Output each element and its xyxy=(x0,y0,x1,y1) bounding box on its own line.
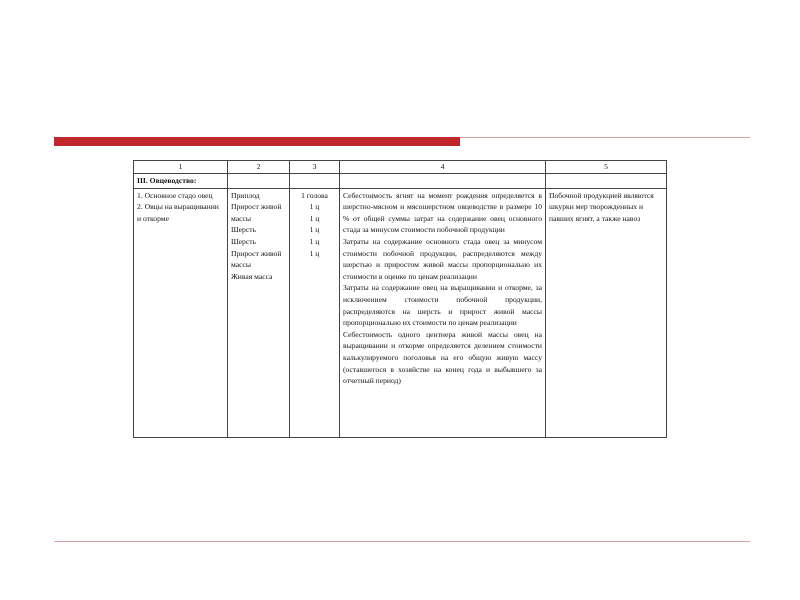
object-item: 1. Основное стадо овец xyxy=(137,190,213,200)
product-item: Прирост живой массы xyxy=(231,248,282,270)
table-row xyxy=(134,188,667,437)
section-empty-4 xyxy=(340,174,546,189)
object-cell xyxy=(134,188,228,437)
unit-item: 1 ц xyxy=(309,248,320,258)
method-paragraph: Затраты на содержание основного стада овец за минусом стоимости побочной продукции, распределяются между шерстью и приростом живой массы пропорционально их стоимости в оценке по ценам реализации xyxy=(343,236,542,281)
section-title: III. Овцеводство: xyxy=(134,174,228,189)
method-paragraph: Себестоимость одного центнера живой массы овец на выращивании и откорме определяется делением стоимости калькулируемого поголовья на его общую живую массу (оставшегося в хозяйстве на конец года и выбывшего за отчетный период) xyxy=(343,329,542,386)
section-row xyxy=(134,174,667,189)
product-item: Живая масса xyxy=(231,271,273,281)
unit-item: 1 голова xyxy=(301,190,328,200)
accent-bar xyxy=(54,137,460,146)
header-row xyxy=(134,161,667,174)
byproduct-cell: Побочной продукцией являются шкурки мер творожденных и павших ягнят, а также навоз xyxy=(546,188,667,437)
product-item: Шерсть xyxy=(231,225,256,235)
header-cell-3: 3 xyxy=(290,161,340,174)
accent-line-bottom xyxy=(54,541,750,542)
product-item: Прирост живой массы xyxy=(231,202,282,223)
unit-item: 1 ц xyxy=(309,236,320,246)
section-empty-5 xyxy=(546,174,667,189)
section-empty-3 xyxy=(290,174,340,189)
header-cell-1: 1 xyxy=(134,161,228,174)
unit-item: 1 ц xyxy=(309,202,320,212)
accent-line-top xyxy=(460,137,750,138)
unit-item: 1 ц xyxy=(309,225,320,235)
object-item: 2. Овцы на выращивании и откорме xyxy=(137,202,219,223)
product-cell xyxy=(228,188,290,437)
method-paragraph: Затраты на содержание овец на выращивании и откорме, за исключением стоимости побочной продукции, распределяются на шерсть и прирост живой массы пропорционально их стоимости по ценам реализации xyxy=(343,283,542,328)
header-cell-5: 5 xyxy=(546,161,667,174)
method-cell xyxy=(340,188,546,437)
document-table xyxy=(133,160,667,438)
section-empty-2 xyxy=(228,174,290,189)
product-item: Приплод xyxy=(231,190,260,200)
unit-cell xyxy=(290,188,340,437)
unit-item: 1 ц xyxy=(309,213,320,223)
product-item: Шерсть xyxy=(231,236,256,246)
header-cell-2: 2 xyxy=(228,161,290,174)
method-paragraph: Себестоимость ягнят на момент рождения определяется в шерстно-мясном и мясошерстном овцеводстве в размере 10 % от общей суммы затрат на содержание овец основного стада за минусом стоимости побочной продукции xyxy=(343,190,542,235)
header-cell-4: 4 xyxy=(340,161,546,174)
